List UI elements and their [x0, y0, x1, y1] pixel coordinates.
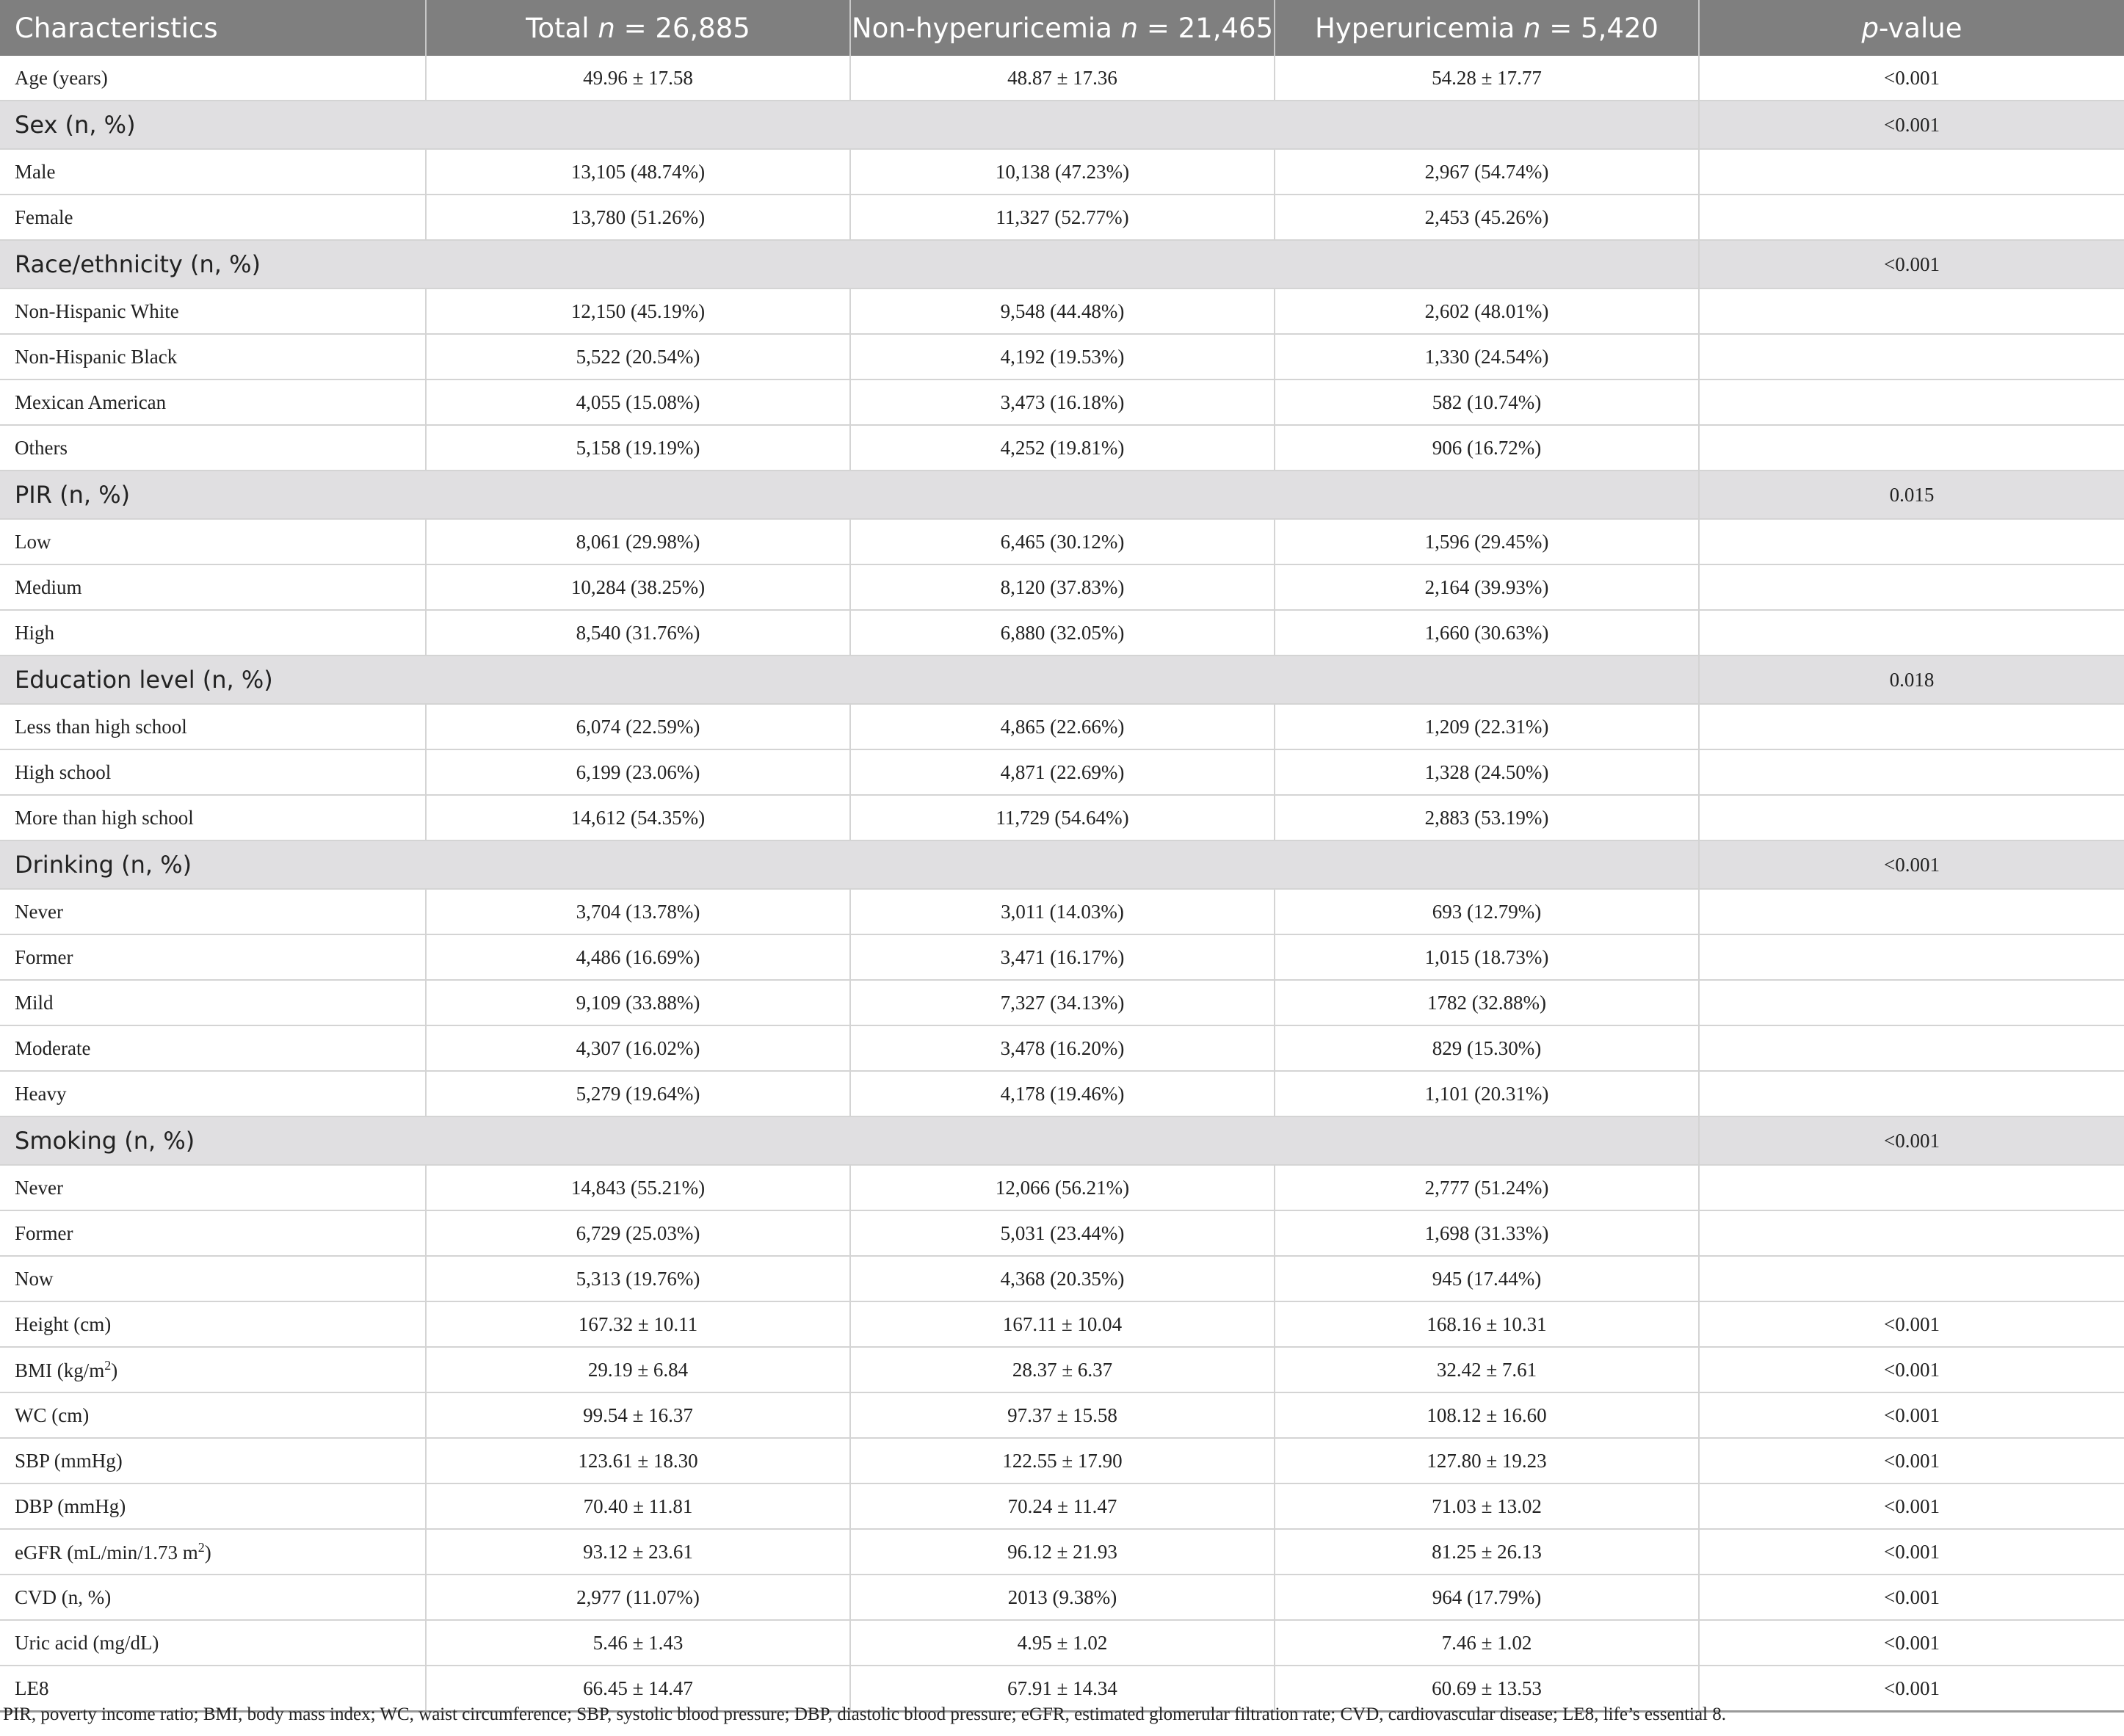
non-hyperuricemia-cell: 67.91 ± 14.34	[850, 1666, 1275, 1712]
row-label	[0, 1210, 426, 1256]
table-row	[0, 1529, 2124, 1575]
section-label: Sex (n, %)	[0, 101, 1699, 149]
total-cell: 13,105 (48.74%)	[426, 149, 850, 195]
total-cell: 12,150 (45.19%)	[426, 288, 850, 334]
total-cell: 66.45 ± 14.47	[426, 1666, 850, 1712]
section-row	[0, 101, 2124, 149]
table-row	[0, 564, 2124, 610]
header-hyper-n: n	[1523, 12, 1541, 44]
p-value-cell: <0.001	[1699, 240, 2124, 288]
p-value-cell	[1699, 195, 2124, 240]
p-value-cell: <0.001	[1699, 1666, 2124, 1712]
hyperuricemia-cell: 1,660 (30.63%)	[1275, 610, 1699, 655]
row-label-text: More than high school	[15, 806, 194, 829]
total-cell: 10,284 (38.25%)	[426, 564, 850, 610]
total-cell: 93.12 ± 23.61	[426, 1529, 850, 1575]
hyperuricemia-cell: 693 (12.79%)	[1275, 889, 1699, 934]
row-label	[0, 1165, 426, 1210]
total-cell: 5.46 ± 1.43	[426, 1620, 850, 1666]
total-cell: 29.19 ± 6.84	[426, 1347, 850, 1392]
p-value-cell	[1699, 379, 2124, 425]
row-label-text: Female	[15, 206, 73, 228]
non-hyperuricemia-cell: 3,471 (16.17%)	[850, 934, 1275, 980]
hyperuricemia-cell: 829 (15.30%)	[1275, 1025, 1699, 1071]
hyperuricemia-cell: 1,698 (31.33%)	[1275, 1210, 1699, 1256]
hyperuricemia-cell: 2,883 (53.19%)	[1275, 795, 1699, 840]
total-cell: 167.32 ± 10.11	[426, 1301, 850, 1347]
non-hyperuricemia-cell: 12,066 (56.21%)	[850, 1165, 1275, 1210]
row-label	[0, 379, 426, 425]
section-label: Smoking (n, %)	[0, 1116, 1699, 1165]
non-hyperuricemia-cell: 10,138 (47.23%)	[850, 149, 1275, 195]
non-hyperuricemia-cell: 48.87 ± 17.36	[850, 56, 1275, 101]
row-label-text: Heavy	[15, 1082, 67, 1105]
non-hyperuricemia-cell: 6,880 (32.05%)	[850, 610, 1275, 655]
table-row	[0, 1025, 2124, 1071]
row-label	[0, 1256, 426, 1301]
row-label-text: Mild	[15, 991, 54, 1014]
p-value-cell	[1699, 334, 2124, 379]
total-cell: 5,313 (19.76%)	[426, 1256, 850, 1301]
hyperuricemia-cell: 108.12 ± 16.60	[1275, 1392, 1699, 1438]
p-value-cell: <0.001	[1699, 1575, 2124, 1620]
p-value-cell: <0.001	[1699, 1347, 2124, 1392]
p-value-cell	[1699, 288, 2124, 334]
p-value-cell	[1699, 564, 2124, 610]
non-hyperuricemia-cell: 4,252 (19.81%)	[850, 425, 1275, 471]
non-hyperuricemia-cell: 70.24 ± 11.47	[850, 1483, 1275, 1529]
table-row	[0, 749, 2124, 795]
row-label	[0, 564, 426, 610]
row-label-text: High	[15, 621, 54, 644]
table-body	[0, 56, 2124, 1712]
row-label	[0, 425, 426, 471]
p-value-cell	[1699, 1256, 2124, 1301]
row-label-text: LE8	[15, 1677, 49, 1699]
section-row	[0, 471, 2124, 519]
row-label-text: High school	[15, 760, 112, 783]
non-hyperuricemia-cell: 8,120 (37.83%)	[850, 564, 1275, 610]
row-label	[0, 1483, 426, 1529]
non-hyperuricemia-cell: 4.95 ± 1.02	[850, 1620, 1275, 1666]
non-hyperuricemia-cell: 9,548 (44.48%)	[850, 288, 1275, 334]
header-non-hyper-name: Non-hyperuricemia	[851, 12, 1121, 44]
row-label-text: Non-Hispanic White	[15, 299, 179, 322]
row-label-text: Low	[15, 530, 51, 553]
p-value-cell	[1699, 610, 2124, 655]
table-row	[0, 195, 2124, 240]
row-label-text: CVD (n, %)	[15, 1586, 112, 1608]
hyperuricemia-cell: 2,967 (54.74%)	[1275, 149, 1699, 195]
row-label-text: Moderate	[15, 1036, 91, 1059]
p-value-cell: <0.001	[1699, 1392, 2124, 1438]
p-value-cell: <0.001	[1699, 1483, 2124, 1529]
row-label-text: Mexican American	[15, 391, 167, 413]
total-cell: 6,199 (23.06%)	[426, 749, 850, 795]
table-row	[0, 1438, 2124, 1483]
p-value-cell	[1699, 149, 2124, 195]
hyperuricemia-cell: 964 (17.79%)	[1275, 1575, 1699, 1620]
section-row	[0, 240, 2124, 288]
table-row	[0, 1483, 2124, 1529]
row-label-text: Less than high school	[15, 715, 187, 738]
row-label-superscript: 2	[197, 1539, 205, 1555]
row-label	[0, 1438, 426, 1483]
p-value-cell: <0.001	[1699, 1529, 2124, 1575]
p-value-cell: <0.001	[1699, 1301, 2124, 1347]
row-label-text: Others	[15, 436, 68, 459]
hyperuricemia-cell: 1,015 (18.73%)	[1275, 934, 1699, 980]
total-cell: 3,704 (13.78%)	[426, 889, 850, 934]
row-label	[0, 1025, 426, 1071]
row-label-text: Former	[15, 945, 73, 968]
row-label	[0, 1575, 426, 1620]
hyperuricemia-cell: 906 (16.72%)	[1275, 425, 1699, 471]
table-header-row	[0, 0, 2124, 56]
hyperuricemia-cell: 60.69 ± 13.53	[1275, 1666, 1699, 1712]
row-label-text: DBP (mmHg)	[15, 1495, 126, 1517]
table-row	[0, 1620, 2124, 1666]
p-value-cell	[1699, 519, 2124, 564]
non-hyperuricemia-cell: 28.37 ± 6.37	[850, 1347, 1275, 1392]
non-hyperuricemia-cell: 4,865 (22.66%)	[850, 704, 1275, 749]
row-label	[0, 795, 426, 840]
hyperuricemia-cell: 1,330 (24.54%)	[1275, 334, 1699, 379]
hyperuricemia-cell: 127.80 ± 19.23	[1275, 1438, 1699, 1483]
total-cell: 8,540 (31.76%)	[426, 610, 850, 655]
non-hyperuricemia-cell: 5,031 (23.44%)	[850, 1210, 1275, 1256]
table-row	[0, 795, 2124, 840]
hyperuricemia-cell: 1,209 (22.31%)	[1275, 704, 1699, 749]
total-cell: 5,279 (19.64%)	[426, 1071, 850, 1116]
p-value-cell	[1699, 889, 2124, 934]
total-cell: 6,074 (22.59%)	[426, 704, 850, 749]
non-hyperuricemia-cell: 7,327 (34.13%)	[850, 980, 1275, 1025]
header-hyper-value: = 5,420	[1540, 12, 1659, 44]
table-row	[0, 334, 2124, 379]
row-label	[0, 934, 426, 980]
hyperuricemia-cell: 1,101 (20.31%)	[1275, 1071, 1699, 1116]
p-value-cell	[1699, 1071, 2124, 1116]
p-value-cell	[1699, 934, 2124, 980]
row-label	[0, 519, 426, 564]
table-row	[0, 379, 2124, 425]
hyperuricemia-cell: 582 (10.74%)	[1275, 379, 1699, 425]
p-value-cell	[1699, 980, 2124, 1025]
non-hyperuricemia-cell: 4,192 (19.53%)	[850, 334, 1275, 379]
header-total-n: n	[598, 12, 615, 44]
table-row	[0, 1165, 2124, 1210]
table-footnote: PIR, poverty income ratio; BMI, body mass index; WC, waist circumference; SBP, systolic blood pressure; DBP, diastolic blood pressure; eGFR, estimated glomerular filtration rate; CVD, cardiovascular disease; LE8, life’s essential 8.	[3, 1704, 1726, 1724]
header-non-hyper-value: = 21,465	[1138, 12, 1274, 44]
table-row	[0, 149, 2124, 195]
row-label	[0, 195, 426, 240]
section-row	[0, 840, 2124, 889]
total-cell: 4,486 (16.69%)	[426, 934, 850, 980]
hyperuricemia-cell: 81.25 ± 26.13	[1275, 1529, 1699, 1575]
header-total-name: Total	[526, 12, 598, 44]
header-characteristics-label: Characteristics	[15, 12, 218, 44]
non-hyperuricemia-cell: 122.55 ± 17.90	[850, 1438, 1275, 1483]
p-value-cell	[1699, 795, 2124, 840]
row-label-text: WC (cm)	[15, 1403, 90, 1426]
table-row	[0, 1575, 2124, 1620]
row-label	[0, 980, 426, 1025]
hyperuricemia-cell: 71.03 ± 13.02	[1275, 1483, 1699, 1529]
total-cell: 14,843 (55.21%)	[426, 1165, 850, 1210]
row-label-text: Medium	[15, 575, 82, 598]
total-cell: 6,729 (25.03%)	[426, 1210, 850, 1256]
row-label-superscript: 2	[104, 1357, 112, 1373]
p-value-cell: 0.018	[1699, 655, 2124, 704]
section-row	[0, 655, 2124, 704]
p-value-cell	[1699, 425, 2124, 471]
row-label-text: Non-Hispanic Black	[15, 345, 178, 368]
section-row	[0, 1116, 2124, 1165]
row-label-text: Never	[15, 900, 63, 923]
table-row	[0, 1301, 2124, 1347]
header-hyperuricemia	[1275, 0, 1699, 56]
total-cell: 99.54 ± 16.37	[426, 1392, 850, 1438]
p-value-cell	[1699, 704, 2124, 749]
row-label-text: Height (cm)	[15, 1312, 112, 1335]
non-hyperuricemia-cell: 3,478 (16.20%)	[850, 1025, 1275, 1071]
total-cell: 14,612 (54.35%)	[426, 795, 850, 840]
table-row	[0, 56, 2124, 101]
p-value-cell: <0.001	[1699, 840, 2124, 889]
row-label	[0, 889, 426, 934]
p-value-cell: <0.001	[1699, 1438, 2124, 1483]
row-label-text: Male	[15, 160, 56, 183]
row-label	[0, 1347, 426, 1392]
p-value-cell	[1699, 1025, 2124, 1071]
p-value-cell: <0.001	[1699, 1116, 2124, 1165]
section-label: Race/ethnicity (n, %)	[0, 240, 1699, 288]
hyperuricemia-cell: 2,602 (48.01%)	[1275, 288, 1699, 334]
hyperuricemia-cell: 2,453 (45.26%)	[1275, 195, 1699, 240]
header-characteristics	[0, 0, 426, 56]
row-label	[0, 1392, 426, 1438]
total-cell: 49.96 ± 17.58	[426, 56, 850, 101]
total-cell: 9,109 (33.88%)	[426, 980, 850, 1025]
header-total	[426, 0, 850, 56]
table-row	[0, 519, 2124, 564]
total-cell: 8,061 (29.98%)	[426, 519, 850, 564]
total-cell: 13,780 (51.26%)	[426, 195, 850, 240]
table-row	[0, 1210, 2124, 1256]
non-hyperuricemia-cell: 2013 (9.38%)	[850, 1575, 1275, 1620]
non-hyperuricemia-cell: 6,465 (30.12%)	[850, 519, 1275, 564]
hyperuricemia-cell: 7.46 ± 1.02	[1275, 1620, 1699, 1666]
table-row	[0, 1071, 2124, 1116]
row-label	[0, 704, 426, 749]
hyperuricemia-cell: 2,777 (51.24%)	[1275, 1165, 1699, 1210]
total-cell: 4,055 (15.08%)	[426, 379, 850, 425]
non-hyperuricemia-cell: 4,368 (20.35%)	[850, 1256, 1275, 1301]
header-non-hyperuricemia	[850, 0, 1275, 56]
non-hyperuricemia-cell: 3,473 (16.18%)	[850, 379, 1275, 425]
non-hyperuricemia-cell: 11,729 (54.64%)	[850, 795, 1275, 840]
header-total-value: = 26,885	[615, 12, 750, 44]
section-label: PIR (n, %)	[0, 471, 1699, 519]
p-value-cell	[1699, 749, 2124, 795]
hyperuricemia-cell: 54.28 ± 17.77	[1275, 56, 1699, 101]
row-label-text: eGFR (mL/min/1.73 m	[15, 1541, 198, 1564]
table-row	[0, 1392, 2124, 1438]
row-label-text: Never	[15, 1176, 63, 1199]
total-cell: 5,158 (19.19%)	[426, 425, 850, 471]
table-row	[0, 1256, 2124, 1301]
hyperuricemia-cell: 32.42 ± 7.61	[1275, 1347, 1699, 1392]
non-hyperuricemia-cell: 167.11 ± 10.04	[850, 1301, 1275, 1347]
p-value-cell: <0.001	[1699, 101, 2124, 149]
hyperuricemia-cell: 945 (17.44%)	[1275, 1256, 1699, 1301]
row-label	[0, 1301, 426, 1347]
section-label: Drinking (n, %)	[0, 840, 1699, 889]
non-hyperuricemia-cell: 3,011 (14.03%)	[850, 889, 1275, 934]
table-row	[0, 934, 2124, 980]
row-label	[0, 56, 426, 101]
hyperuricemia-cell: 2,164 (39.93%)	[1275, 564, 1699, 610]
header-p-rest: -value	[1879, 12, 1962, 44]
hyperuricemia-cell: 1,596 (29.45%)	[1275, 519, 1699, 564]
table-row	[0, 980, 2124, 1025]
row-label	[0, 149, 426, 195]
p-value-cell: <0.001	[1699, 1620, 2124, 1666]
row-label	[0, 1529, 426, 1575]
hyperuricemia-cell: 168.16 ± 10.31	[1275, 1301, 1699, 1347]
p-value-cell: <0.001	[1699, 56, 2124, 101]
row-label	[0, 334, 426, 379]
total-cell: 5,522 (20.54%)	[426, 334, 850, 379]
p-value-cell	[1699, 1165, 2124, 1210]
table-row	[0, 704, 2124, 749]
hyperuricemia-cell: 1,328 (24.50%)	[1275, 749, 1699, 795]
header-p-value	[1699, 0, 2124, 56]
row-label	[0, 1071, 426, 1116]
header-hyper-name: Hyperuricemia	[1315, 12, 1524, 44]
table-row	[0, 288, 2124, 334]
table-row	[0, 889, 2124, 934]
section-label: Education level (n, %)	[0, 655, 1699, 704]
row-label-suffix: )	[204, 1541, 211, 1564]
total-cell: 2,977 (11.07%)	[426, 1575, 850, 1620]
row-label-suffix: )	[111, 1359, 118, 1381]
table-row	[0, 610, 2124, 655]
non-hyperuricemia-cell: 4,871 (22.69%)	[850, 749, 1275, 795]
row-label-text: BMI (kg/m	[15, 1359, 105, 1381]
row-label-text: SBP (mmHg)	[15, 1449, 123, 1472]
p-value-cell: 0.015	[1699, 471, 2124, 519]
non-hyperuricemia-cell: 4,178 (19.46%)	[850, 1071, 1275, 1116]
row-label	[0, 610, 426, 655]
non-hyperuricemia-cell: 11,327 (52.77%)	[850, 195, 1275, 240]
non-hyperuricemia-cell: 97.37 ± 15.58	[850, 1392, 1275, 1438]
row-label	[0, 288, 426, 334]
row-label-text: Now	[15, 1267, 54, 1290]
header-non-hyper-n: n	[1120, 12, 1139, 44]
row-label	[0, 1620, 426, 1666]
p-value-cell	[1699, 1210, 2124, 1256]
total-cell: 70.40 ± 11.81	[426, 1483, 850, 1529]
row-label-text: Former	[15, 1221, 73, 1244]
row-label-text: Age (years)	[15, 66, 108, 89]
row-label-text: Uric acid (mg/dL)	[15, 1631, 159, 1654]
table-row	[0, 1347, 2124, 1392]
total-cell: 123.61 ± 18.30	[426, 1438, 850, 1483]
table-row	[0, 425, 2124, 471]
total-cell: 4,307 (16.02%)	[426, 1025, 850, 1071]
header-p-italic: p	[1861, 12, 1880, 44]
hyperuricemia-cell: 1782 (32.88%)	[1275, 980, 1699, 1025]
row-label	[0, 749, 426, 795]
non-hyperuricemia-cell: 96.12 ± 21.93	[850, 1529, 1275, 1575]
